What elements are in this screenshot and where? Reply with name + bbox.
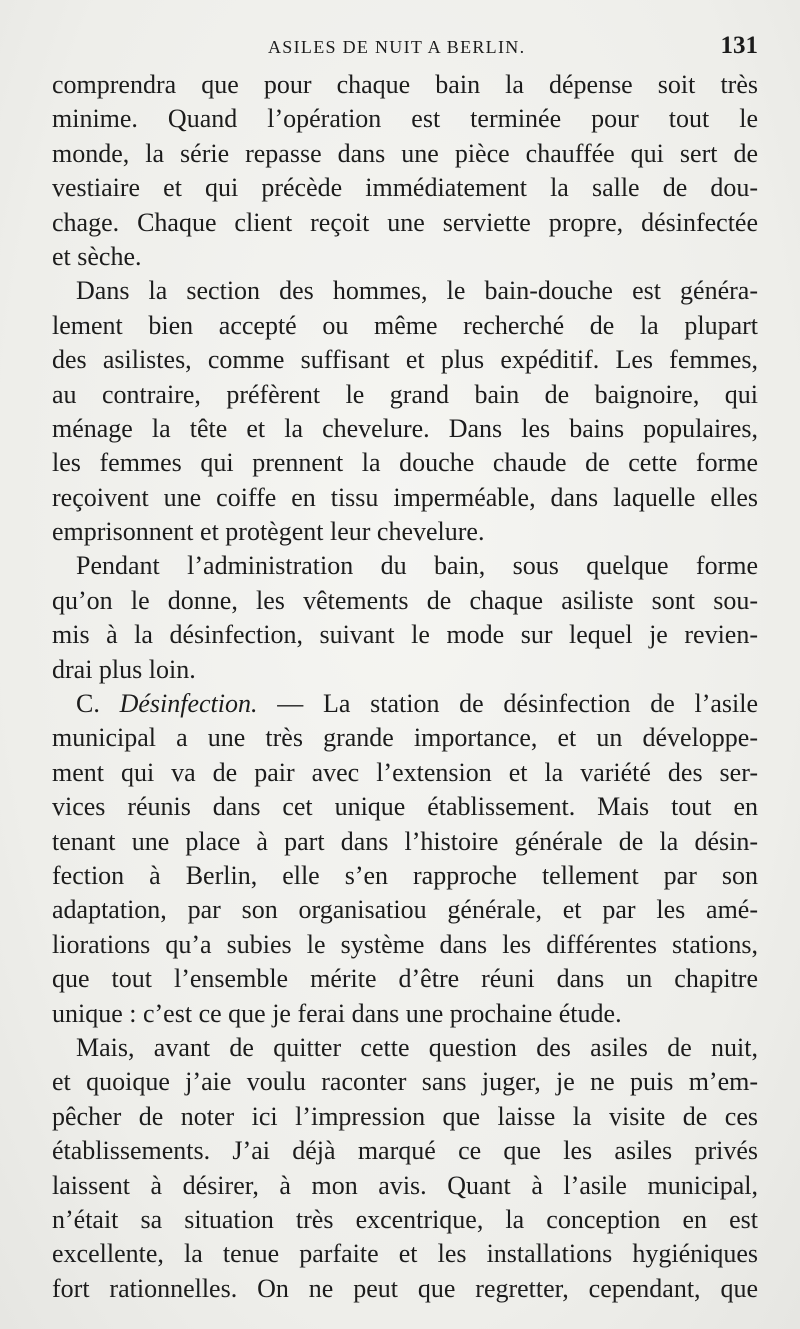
text-line: adaptation, par son organisatiou générale, et par les amé- [52,895,758,925]
text-line: minime. Quand l’opération est terminée pour tout le [52,104,758,134]
text-line: comprendra que pour chaque bain la dépense soit très [52,70,758,99]
section-label: C. [76,689,100,719]
paragraph-start-line: Pendant l’administration du bain, sous quelque forme [76,551,758,581]
running-title: ASILES DE NUIT A BERLIN. [268,37,526,57]
text-line: au contraire, préfèrent le grand bain de baignoire, qui [52,379,758,409]
text-line: ménage la tête et la chevelure. Dans les bains populaires, [52,413,758,443]
body-text [52,68,758,1306]
text-line: qu’on le donne, les vêtements de chaque asiliste sont sou- [52,585,758,615]
text-line: fection à Berlin, elle s’en rapproche tellement par son [52,860,758,890]
text-line: et quoique j’aie voulu raconter sans juger, je ne puis m’em- [52,1067,758,1097]
paragraph-start-line: Mais, avant de quitter cette question des asiles de nuit, [76,1032,758,1062]
text-line: des asilistes, comme suffisant et plus expéditif. Les femmes, [52,345,758,375]
text-line: fort rationnelles. On ne peut que regretter, cependant, que [52,1273,758,1303]
section-title: Désinfection. [119,689,258,719]
text-line: et sèche. [52,241,142,271]
text-line: les femmes qui prennent la douche chaude de cette forme [52,448,758,478]
text-line: monde, la série repasse dans une pièce chauffée qui sert de [52,138,758,168]
text-line: lement bien accepté ou même recherché de la plupart [52,310,758,340]
text-line: reçoivent une coiffe en tissu imperméable, dans laquelle elles [52,482,758,512]
text-line: tenant une place à part dans l’histoire générale de la désin- [52,826,758,856]
text-line: établissements. J’ai déjà marqué ce que les asiles privés [52,1136,758,1166]
text-line: chage. Chaque client reçoit une serviette propre, désinfectée [52,207,758,237]
text-line: drai plus loin. [52,654,196,684]
page-number: 131 [720,32,758,59]
text-line: vestiaire et qui précède immédiatement la salle de dou- [52,173,758,203]
text-line: n’était sa situation très excentrique, la conception en est [52,1204,758,1234]
running-head [0,34,800,60]
text-line: excellente, la tenue parfaite et les installations hygiéniques [52,1239,758,1269]
text-line: municipal a une très grande importance, et un développe- [52,723,758,753]
text-line: vices réunis dans cet unique établissement. Mais tout en [52,792,758,822]
text-line: que tout l’ensemble mérite d’être réuni dans un chapitre [52,964,758,994]
text-line: emprisonnent et protègent leur chevelure. [52,517,485,547]
text-line: mis à la désinfection, suivant le mode sur lequel je revien- [52,620,758,650]
text-line: ment qui va de pair avec l’extension et la variété des ser- [52,757,758,787]
paragraph-start-line: Dans la section des hommes, le bain-douche est généra- [76,276,758,306]
section-dash: — [277,689,304,719]
text-line: liorations qu’a subies le système dans les différentes stations, [52,929,758,959]
text-line: unique : c’est ce que je ferai dans une prochaine étude. [52,998,622,1028]
section-heading-line [52,687,758,721]
section-text: La station de désinfection de l’asile [322,689,758,719]
text-line: laissent à désirer, à mon avis. Quant à l’asile municipal, [52,1170,758,1200]
text-line: pêcher de noter ici l’impression que laisse la visite de ces [52,1101,758,1131]
